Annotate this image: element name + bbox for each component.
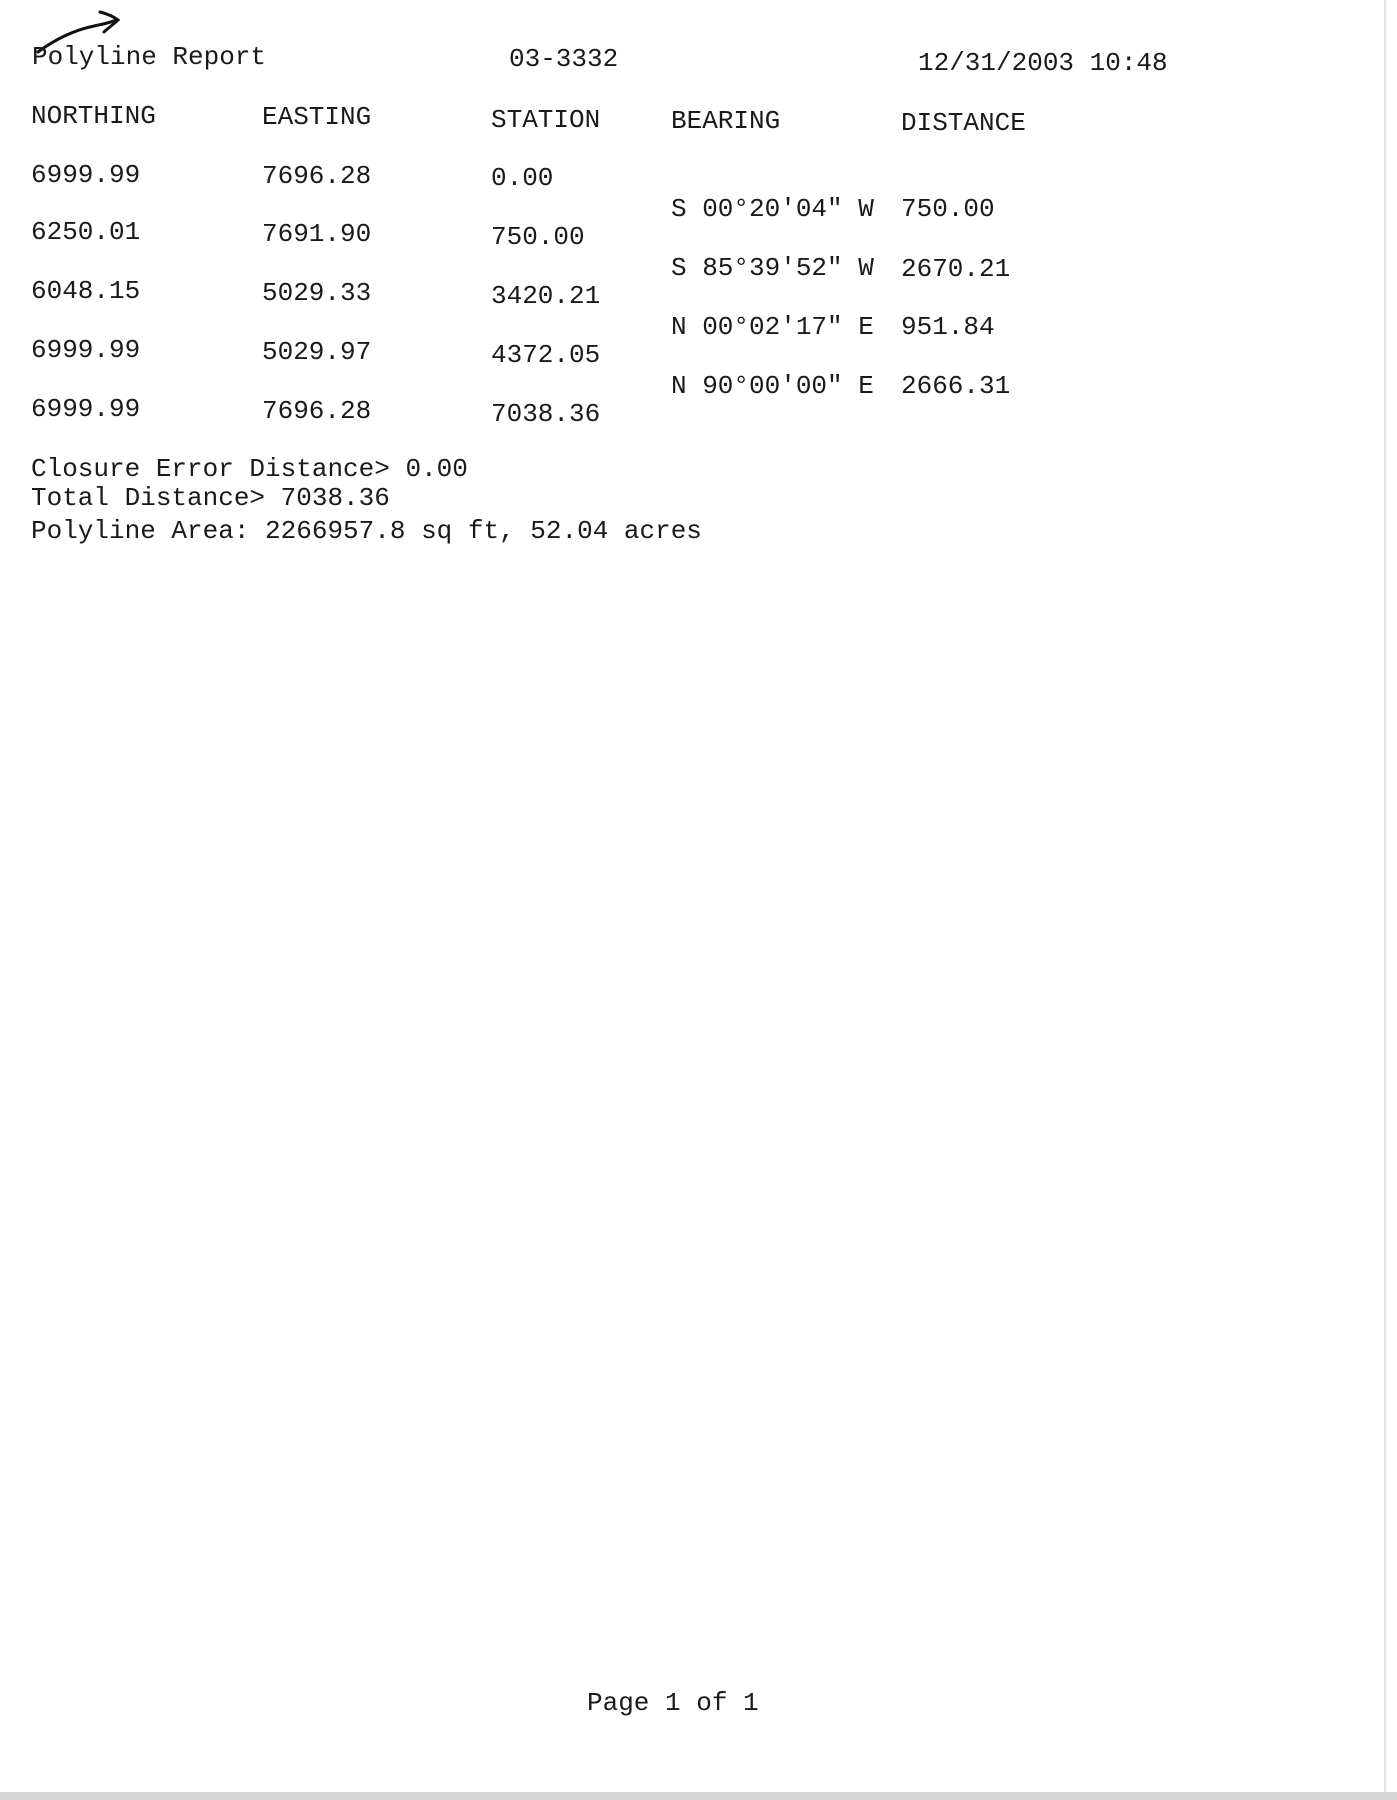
bearing-value: N 00°02'17" E (671, 312, 874, 342)
scan-edge-bottom (0, 1792, 1397, 1800)
northing-value: 6048.15 (31, 276, 141, 306)
easting-value: 5029.33 (262, 278, 372, 308)
column-header-easting: EASTING (262, 102, 372, 132)
column-header-bearing: BEARING (671, 106, 781, 136)
column-header-northing: NORTHING (31, 101, 156, 131)
station-value: 3420.21 (491, 281, 601, 311)
easting-value: 7696.28 (262, 161, 372, 191)
distance-value: 750.00 (901, 194, 995, 224)
northing-value: 6250.01 (31, 217, 141, 247)
station-value: 4372.05 (491, 340, 601, 370)
polyline-area-line: Polyline Area: 2266957.8 sq ft, 52.04 acres (31, 516, 702, 546)
easting-value: 5029.97 (262, 337, 372, 367)
bearing-value: S 00°20'04" W (671, 194, 874, 224)
station-value: 750.00 (491, 222, 585, 252)
closure-error-line: Closure Error Distance> 0.00 (31, 454, 468, 484)
bearing-value: N 90°00'00" E (671, 371, 874, 401)
easting-value: 7691.90 (262, 219, 372, 249)
page-number: Page 1 of 1 (587, 1688, 759, 1718)
total-distance-line: Total Distance> 7038.36 (31, 483, 390, 513)
northing-value: 6999.99 (31, 160, 141, 190)
distance-value: 951.84 (901, 312, 995, 342)
easting-value: 7696.28 (262, 396, 372, 426)
column-header-distance: DISTANCE (901, 108, 1026, 138)
northing-value: 6999.99 (31, 335, 141, 365)
scan-edge-right (1384, 0, 1386, 1800)
job-number: 03-3332 (509, 44, 619, 74)
column-header-station: STATION (491, 105, 601, 135)
report-datetime: 12/31/2003 10:48 (918, 48, 1168, 78)
distance-value: 2666.31 (901, 371, 1011, 401)
northing-value: 6999.99 (31, 394, 141, 424)
station-value: 0.00 (491, 163, 554, 193)
station-value: 7038.36 (491, 399, 601, 429)
report-title: Polyline Report (32, 42, 267, 72)
distance-value: 2670.21 (901, 254, 1011, 284)
bearing-value: S 85°39'52" W (671, 253, 874, 283)
